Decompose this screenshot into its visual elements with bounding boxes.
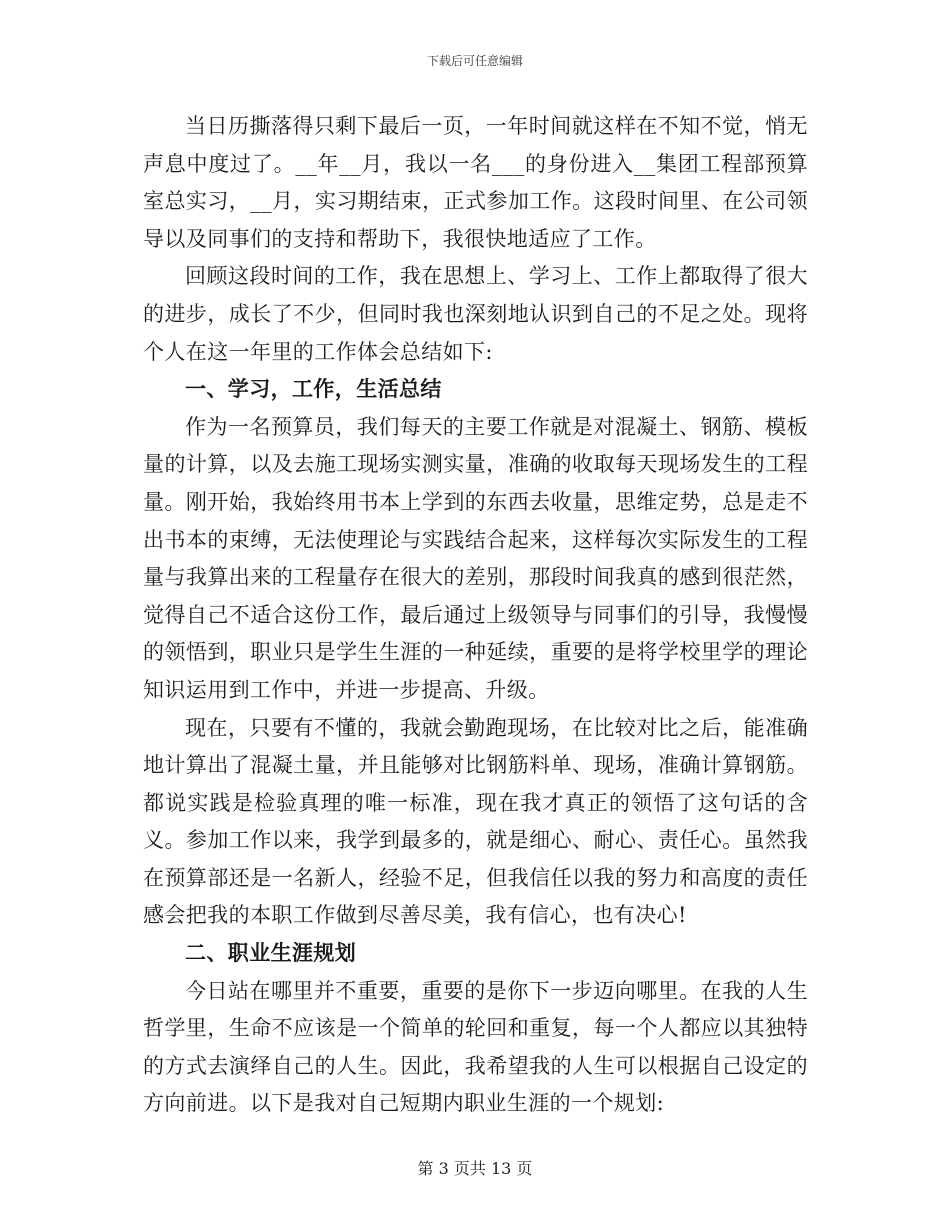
paragraph-review: 回顾这段时间的工作，我在思想上、学习上、工作上都取得了很大的进步，成长了不少，但同时我也深刻地认识到自己的不足之处。现将个人在这一年里的工作体会总结如下:	[143, 264, 808, 364]
paragraph-work-details: 作为一名预算员，我们每天的主要工作就是对混凝土、钢筋、模板量的计算，以及去施工现场实测实量，准确的收取每天现场发生的工程量。刚开始，我始终用书本上学到的东西去收量，思维定势，总是走不出书本的束缚，无法使理论与实践结合起来，这样每次实际发生的工程量与我算出来的工程量存在很大的差别，那段时间我真的感到很茫然，觉得自己不适合这份工作，最后通过上级领导与同事们的引导，我慢慢的领悟到，职业只是学生生涯的一种延续，重要的是将学校里学的理论知识运用到工作中，并进一步提高、升级。	[143, 414, 808, 702]
document-body	[143, 108, 808, 1123]
page-header: 下载后可任意编辑	[426, 54, 523, 68]
paragraph-progress: 现在，只要有不懂的，我就会勤跑现场，在比较对比之后，能准确地计算出了混凝土量，并且能够对比钢筋料单、现场，准确计算钢筋。都说实践是检验真理的唯一标准，现在我才真正的领悟了这句话的含义。参加工作以来，我学到最多的，就是细心、耐心、责任心。虽然我在预算部还是一名新人，经验不足，但我信任以我的努力和高度的责任感会把我的本职工作做到尽善尽美，我有信心，也有决心!	[143, 715, 808, 928]
page-number-footer: 第 3 页共 13 页	[417, 1159, 533, 1178]
section-heading-2: 二、职业生涯规划	[185, 941, 357, 966]
section-heading-1: 一、学习，工作，生活总结	[185, 377, 442, 402]
paragraph-intro: 当日历撕落得只剩下最后一页，一年时间就这样在不知不觉，悄无声息中度过了。__年__月，我以一名___的身份进入__集团工程部预算室总实习，__月，实习期结束，正式参加工作。这段时间里、在公司领导以及同事们的支持和帮助下，我很快地适应了工作。	[143, 114, 808, 251]
paragraph-career-plan: 今日站在哪里并不重要，重要的是你下一步迈向哪里。在我的人生哲学里，生命不应该是一个简单的轮回和重复，每一个人都应以其独特的方式去演绎自己的人生。因此，我希望我的人生可以根据自己设定的方向前进。以下是我对自己短期内职业生涯的一个规划:	[143, 978, 808, 1116]
